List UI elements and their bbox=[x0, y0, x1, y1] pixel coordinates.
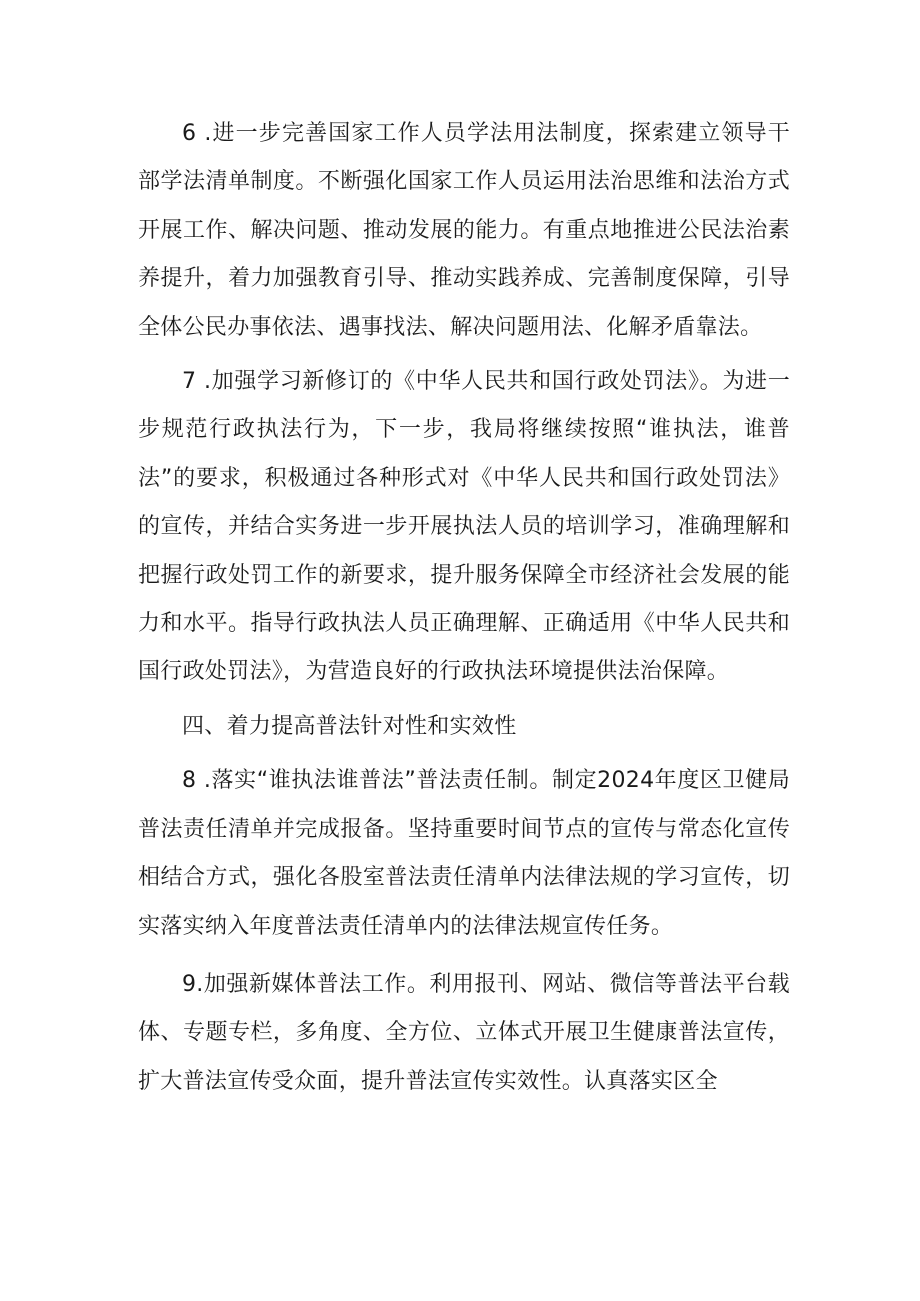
section-heading-4: 四、着力提高普法针对性和实效性 bbox=[182, 713, 517, 739]
document-body bbox=[138, 110, 790, 1112]
paragraph-item-8: 8 .落实“谁执法谁普法”普法责任制。制定2024年度区卫健局普法责任清单并完成报备。坚持重要时间节点的宣传与常态化宣传相结合方式，强化各股室普法责任清单内法律法规的学习宣传，切实落实纳入年度普法责任清单内的法律法规宣传任务。 bbox=[138, 768, 790, 939]
paragraph-item-7: 7 .加强学习新修订的《中华人民共和国行政处罚法》。为进一步规范行政执法行为，下一步，我局将继续按照“谁执法，谁普法”的要求，积极通过各种形式对《中华人民共和国行政处罚法》的宣传，并结合实务进一步开展执法人员的培训学习，准确理解和把握行政处罚工作的新要求，提升服务保障全市经济社会发展的能力和水平。指导行政执法人员正确理解、正确适用《中华人民共和国行政处罚法》，为营造良好的行政执法环境提供法治保障。 bbox=[138, 369, 790, 685]
paragraph-item-6: 6 .进一步完善国家工作人员学法用法制度，探索建立领导干部学法清单制度。不断强化国家工作人员运用法治思维和法治方式开展工作、解决问题、推动发展的能力。有重点地推进公民法治素养提升，着力加强教育引导、推动实践养成、完善制度保障，引导全体公民办事依法、遇事找法、解决问题用法、化解矛盾靠法。 bbox=[138, 121, 790, 340]
paragraph-item-9: 9.加强新媒体普法工作。利用报刊、网站、微信等普法平台载体、专题专栏，多角度、全方位、立体式开展卫生健康普法宣传，扩大普法宣传受众面，提升普法宣传实效性。认真落实区全 bbox=[138, 971, 790, 1094]
